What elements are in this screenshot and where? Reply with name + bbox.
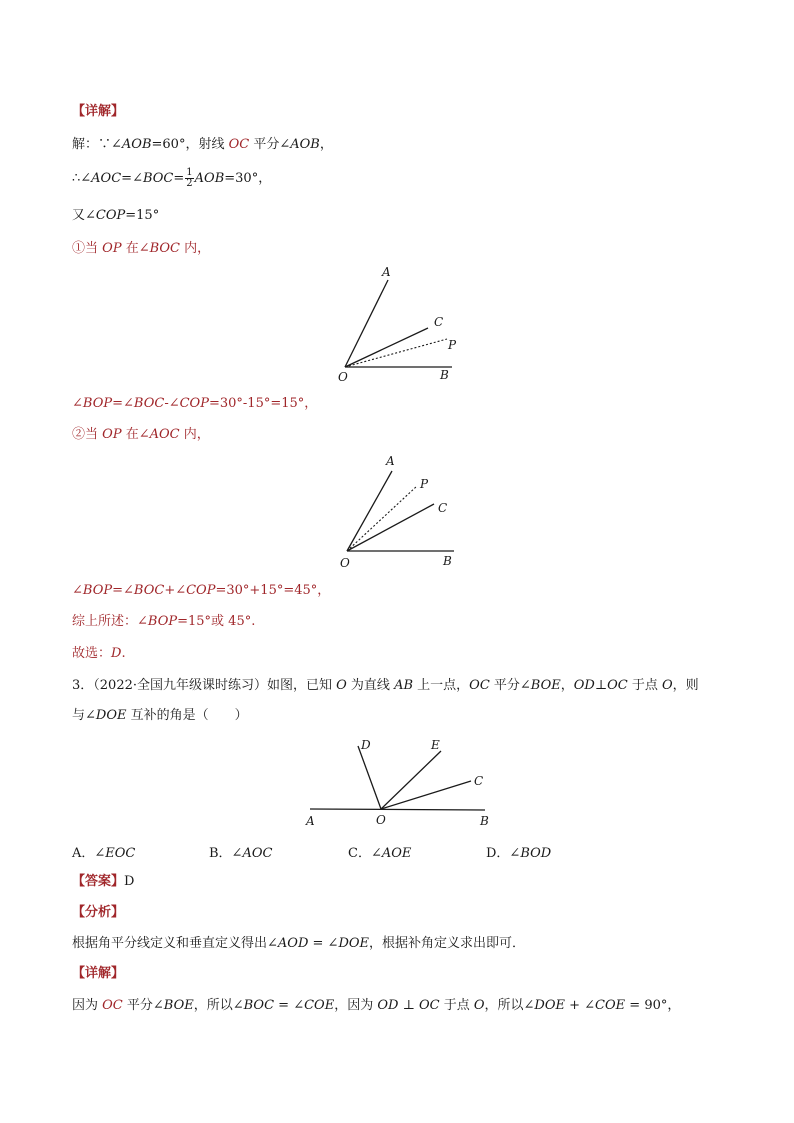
- angle-name: BOP: [147, 614, 178, 629]
- text: = ∠: [274, 998, 305, 1013]
- case-number: ①: [72, 241, 86, 256]
- angle-name: AOC: [149, 427, 180, 442]
- detail-line: [72, 997, 680, 1015]
- answer-letter: D: [111, 646, 122, 661]
- text: = ∠: [308, 936, 339, 951]
- text: ∠: [72, 583, 83, 598]
- text: =30°+15°=45°，: [215, 583, 331, 598]
- label-o: O: [376, 813, 386, 827]
- text: 内，: [179, 427, 210, 442]
- point-name: O: [473, 998, 485, 1013]
- choose-line: [72, 645, 126, 663]
- angle-name: BOC: [149, 241, 180, 256]
- label-d: D: [361, 738, 371, 752]
- text: .: [121, 646, 126, 661]
- text: ∴∠: [72, 171, 92, 186]
- angle-name: AOB: [194, 171, 225, 186]
- label-a: A: [306, 814, 315, 828]
- text: =60°，射线: [151, 137, 229, 152]
- option-key: D．∠: [486, 846, 521, 861]
- figure-op-inside-aoc: [332, 450, 472, 572]
- text: =∠: [112, 583, 134, 598]
- text: =30°，: [224, 171, 272, 186]
- text: + ∠: [564, 998, 596, 1013]
- angle-name: DOE: [338, 936, 370, 951]
- angle-name: COE: [595, 998, 626, 1013]
- solution-line-1: [72, 136, 333, 154]
- text: 平分∠: [122, 998, 164, 1013]
- text: 内，: [180, 241, 211, 256]
- angle-name: BOC: [142, 171, 174, 186]
- text: 与∠: [72, 708, 96, 723]
- angle-name: AOB: [121, 137, 152, 152]
- option-key: B．∠: [209, 846, 243, 861]
- label-a: A: [386, 454, 395, 468]
- angle-name: BOE: [163, 998, 194, 1013]
- label-o: O: [340, 556, 350, 570]
- text: 为直线: [346, 678, 395, 693]
- fraction-one-half: [185, 168, 193, 189]
- ray-oc: [381, 781, 471, 809]
- text: ，则: [672, 678, 699, 693]
- analysis-heading: 【分析】: [72, 905, 125, 920]
- text: =∠: [121, 171, 143, 186]
- text: ，所以∠: [484, 998, 535, 1013]
- text: 平分∠: [489, 678, 531, 693]
- text: 故选：: [72, 646, 112, 661]
- case-1-result: [72, 395, 317, 413]
- label-p: P: [420, 477, 429, 491]
- option-c: [348, 842, 411, 861]
- text: =∠: [112, 396, 134, 411]
- angle-name: AOD: [277, 936, 309, 951]
- text: 综上所述：∠: [72, 614, 148, 629]
- text: 解：∵∠: [72, 137, 122, 152]
- angle-name: BOP: [82, 396, 113, 411]
- text: ，所以∠: [193, 998, 244, 1013]
- case-2-result: [72, 582, 330, 600]
- line-ab: [310, 809, 485, 810]
- text: 于点: [439, 998, 474, 1013]
- label-o: O: [338, 370, 348, 382]
- point-name: O: [661, 678, 673, 693]
- ray-name: OD: [377, 998, 399, 1013]
- ray-name: OC: [607, 678, 628, 693]
- text: =15°或 45°.: [177, 614, 256, 629]
- label-a: A: [382, 265, 391, 279]
- label-c: C: [474, 774, 484, 788]
- case-1-heading: [72, 240, 210, 258]
- text: 在∠: [121, 241, 150, 256]
- text: ∠: [72, 396, 83, 411]
- point-name: O: [336, 678, 347, 693]
- text: ⊥: [398, 998, 419, 1013]
- angle-name: COP: [186, 583, 216, 598]
- option-angle: AOC: [242, 846, 273, 861]
- analysis-line: [72, 935, 525, 953]
- text: =30°-15°=15°，: [208, 396, 318, 411]
- angle-name: DOE: [95, 708, 127, 723]
- solution-line-2: [72, 168, 271, 189]
- text: 平分∠: [249, 137, 291, 152]
- text: ，: [560, 678, 574, 693]
- angle-name: COP: [95, 208, 126, 223]
- angle-name: BOP: [82, 583, 113, 598]
- text: 当: [85, 427, 103, 442]
- text: = 90°，: [625, 998, 681, 1013]
- ray-name: OP: [102, 241, 122, 256]
- text: 上一点，: [413, 678, 470, 693]
- angle-name: AOC: [91, 171, 122, 186]
- angle-name: COE: [304, 998, 335, 1013]
- text: ，: [319, 137, 333, 152]
- summary-line: [72, 613, 255, 631]
- figure-question-3: [300, 735, 500, 833]
- angle-name: BOC: [133, 396, 165, 411]
- text: 根据角平分线定义和垂直定义得出∠: [72, 936, 278, 951]
- answer-line: [72, 873, 134, 891]
- label-c: C: [434, 315, 444, 329]
- ray-name: OP: [102, 427, 122, 442]
- text: 于点: [627, 678, 662, 693]
- text: 3．（2022·全国九年级课时练习）如图，已知: [72, 678, 337, 693]
- ray-name: OC: [418, 998, 440, 1013]
- section-heading-detail-2: 【详解】: [72, 966, 125, 981]
- question-3-line-2: [72, 707, 248, 725]
- option-angle: AOE: [381, 846, 412, 861]
- text: ，根据补角定义求出即可．: [369, 936, 526, 951]
- answer-value: D: [124, 874, 135, 889]
- ray-name: OC: [228, 137, 250, 152]
- case-2-heading: [72, 426, 210, 444]
- option-b: [209, 842, 272, 861]
- ray-name: OD: [573, 678, 595, 693]
- answer-tag: 【答案】: [72, 874, 125, 889]
- option-d: [486, 842, 551, 861]
- option-key: C．∠: [348, 846, 382, 861]
- question-3-line-1: [72, 677, 699, 695]
- section-heading-detail: 【详解】: [72, 104, 125, 119]
- angle-name: DOE: [534, 998, 565, 1013]
- solution-line-3: [72, 207, 159, 225]
- text: 互补的角是（ ）: [126, 708, 248, 723]
- angle-name: BOC: [243, 998, 275, 1013]
- option-angle: BOD: [520, 846, 552, 861]
- ray-oa: [345, 280, 388, 367]
- label-p: P: [448, 338, 457, 352]
- angle-name: BOE: [530, 678, 561, 693]
- label-b: B: [443, 554, 452, 568]
- text: -∠: [164, 396, 180, 411]
- text: 当: [85, 241, 103, 256]
- label-e: E: [431, 738, 440, 752]
- text: =: [173, 171, 185, 186]
- line-name: AB: [394, 678, 414, 693]
- label-b: B: [440, 368, 449, 382]
- numerator: 1: [186, 167, 193, 178]
- label-b: B: [480, 814, 489, 828]
- angle-name: AOB: [290, 137, 320, 152]
- text: =15°: [125, 208, 160, 223]
- text: +∠: [164, 583, 187, 598]
- perpendicular-symbol: ⊥: [594, 678, 608, 693]
- text: ，因为: [334, 998, 378, 1013]
- text: 因为: [72, 998, 103, 1013]
- ray-name: OC: [102, 998, 123, 1013]
- option-key: A．∠: [72, 846, 106, 861]
- ray-name: OC: [469, 678, 490, 693]
- angle-name: COP: [179, 396, 209, 411]
- figure-op-inside-boc: [330, 262, 470, 382]
- denominator: 2: [186, 178, 193, 189]
- text: 又∠: [72, 208, 96, 223]
- ray-od: [358, 746, 381, 809]
- angle-name: BOC: [133, 583, 165, 598]
- label-c: C: [438, 501, 448, 515]
- option-angle: EOC: [105, 846, 136, 861]
- text: 在∠: [121, 427, 150, 442]
- case-number: ②: [72, 427, 86, 442]
- option-a: [72, 842, 135, 861]
